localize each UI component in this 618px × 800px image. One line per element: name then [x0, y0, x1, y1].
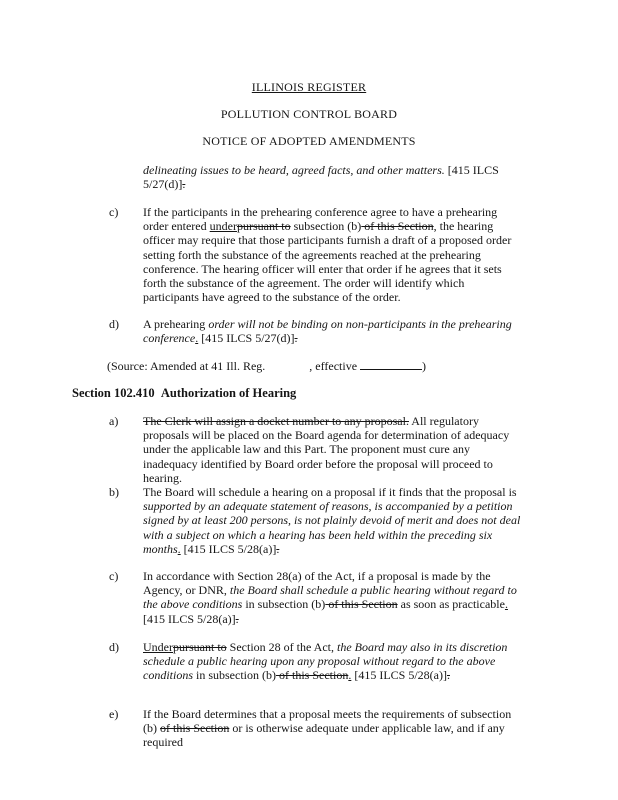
source-note: (Source: Amended at 41 Ill. Reg. , effective )	[107, 359, 427, 373]
board-title: POLLUTION CONTROL BOARD	[220, 107, 398, 121]
discretion-hearing-paragraph: Underpursuant to Section 28 of the Act, the Board may also in its discretion schedule a public hearing upon any proposal without regard to the above conditions in subsection (b) of this Section. [415 ILCS 5/28(a)].	[143, 640, 508, 683]
section-heading: Section 102.410 Authorization of Hearing	[72, 386, 297, 400]
agenda-paragraph: The Clerk will assign a docket number to any proposal. All regulatory proposals will be placed on the Board agenda for determination of adequacy under the applicable law and this Part. The proponent must cure any inadequacy identified by Board order before the proposal will proceed to hearing.	[143, 414, 510, 485]
continuation-paragraph: delineating issues to be heard, agreed facts, and other matters. [415 ILCS 5/27(d)].	[143, 163, 499, 192]
prehearing-binding-paragraph: A prehearing order will not be binding on non-participants in the prehearing conference. [415 ILCS 5/27(d)].	[143, 317, 512, 346]
schedule-hearing-paragraph: The Board will schedule a hearing on a proposal if it finds that the proposal is supported by an adequate statement of reasons, is accompanied by a petition signed by at least 200 persons, is not plainly devoid of merit and does not deal with a subject on which a hearing has been held within the preceding six months. [415 ILCS 5/28(a)].	[143, 485, 521, 556]
notice-title: NOTICE OF ADOPTED AMENDMENTS	[202, 134, 416, 148]
para-label-c2: c)	[109, 569, 119, 583]
para-label-d2: d)	[109, 640, 119, 654]
para-label-b: b)	[109, 485, 119, 499]
para-label-e: e)	[109, 707, 119, 721]
para-label-d: d)	[109, 317, 119, 331]
prehearing-order-paragraph: If the participants in the prehearing conference agree to have a prehearing order entered underpursuant to subsection (b) of this Section, the hearing officer may require that those participants furnish a draft of a proposed order setting forth the substance of the agreements reached at the prehearing conference. The hearing officer will enter that order if he agrees that it sets forth the substance of the agreement. The order will identify which participants have agreed to the substance of the order.	[143, 205, 512, 305]
para-label-a: a)	[109, 414, 119, 428]
agency-proposal-paragraph: In accordance with Section 28(a) of the Act, if a proposal is made by the Agency, or DNR, the Board shall schedule a public hearing without regard to the above conditions in subsection (b) of this Section as soon as practicable. [415 ILCS 5/28(a)].	[143, 569, 517, 626]
register-title: ILLINOIS REGISTER	[251, 80, 367, 94]
para-label-c: c)	[109, 205, 119, 219]
requirements-paragraph: If the Board determines that a proposal meets the requirements of subsection (b) of this Section or is otherwise adequate under applicable law, and if any required	[143, 707, 512, 750]
